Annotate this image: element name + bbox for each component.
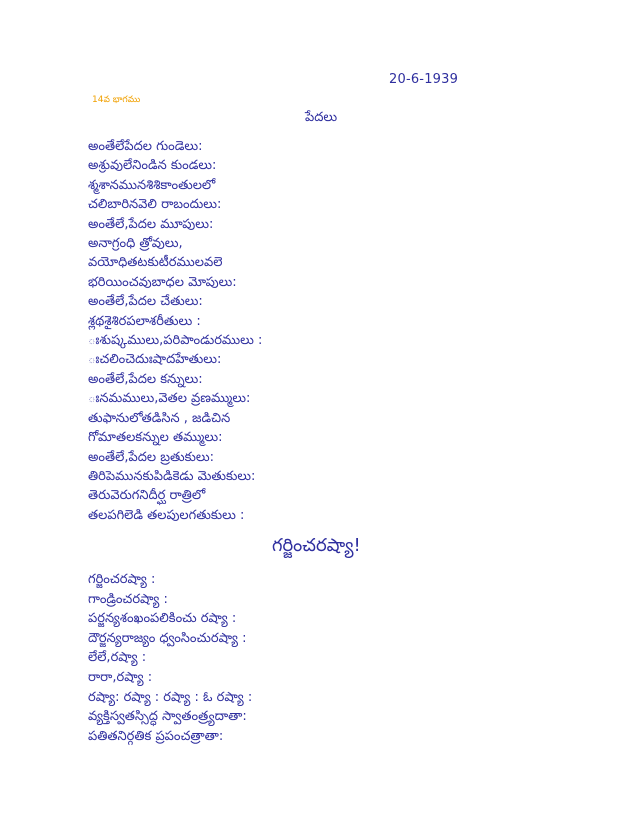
poem-line: ఃనమములు,వెతల వ్రణమ్ములు: — [88, 391, 251, 407]
poem2-line: దౌర్జన్యరాజ్యం ధ్వంసించురష్యా : — [88, 630, 247, 646]
poem-line: భరియించవుబాధల మోపులు: — [88, 274, 237, 290]
poem2-line: రారా,రష్యా : — [88, 669, 153, 685]
poem-line: అంతేలే,పేదల కన్నులు: — [88, 371, 203, 387]
poem2-lines — [88, 570, 588, 746]
poem2-line: రష్యా: రష్యా : రష్యా : ఓ రష్యా : — [88, 689, 253, 705]
poem2-line: వ్యక్తిస్వతస్సిద్ధ స్వాతంత్ర్యదాతా: — [88, 709, 247, 725]
poem-line: గోమాతలకన్నుల తమ్ములు: — [88, 430, 223, 446]
poem-line: తెరువెరుగనిదీర్ఘ రాత్రిలో — [88, 488, 206, 504]
poem2-line: లేలే,రష్యా : — [88, 650, 147, 666]
poem-line: వయోధితటకుటీరములవలె — [88, 255, 223, 271]
poem-line: శ్లథశైశిరపలాశరీతులు : — [88, 313, 201, 329]
poem-line: ఃశుష్కములు,పరిపాండురములు : — [88, 333, 263, 349]
poem-line: అంతేలే,పేదల చేతులు: — [88, 294, 203, 310]
poem-heading: గర్జించరష్యా! — [272, 535, 361, 556]
poem-line: తలపగిలెడి తలపులగతుకులు : — [88, 507, 245, 523]
poem-line: తిరిపెమునకుపిడికెడు మెతుకులు: — [88, 468, 256, 484]
poem-line: చలిబారినవెలి రాబందులు: — [88, 197, 222, 213]
poem-line: అనాగ్రంధి త్రోవులు, — [88, 236, 183, 252]
poem-title: పేదలు — [305, 110, 338, 125]
poem-line: అంతేలే,పేదల బ్రతుకులు: — [88, 449, 214, 465]
poem-line: అంతేలేపేదల గుండెలు: — [88, 139, 203, 154]
poem-line: అశ్రువులేనిండిన కుండలు: — [88, 158, 217, 174]
poem-line: తుఫానులోతడిసిన , జడిచిన — [88, 410, 231, 426]
poem2-line: గర్జించరష్యా : — [88, 572, 156, 587]
page-label: 14వ భాగము — [92, 95, 141, 105]
poem-line: శ్మశానమునశిశికాంతులలో — [88, 177, 216, 193]
poem-line: ఃచలించెదుఃషాదహేతులు: — [88, 352, 222, 368]
poem-line: అంతేలే,పేదల మూపులు: — [88, 216, 214, 232]
poem-lines — [88, 137, 588, 525]
date: 20-6-1939 — [389, 72, 459, 87]
poem2-line: గాండ్రించరష్యా : — [88, 591, 168, 607]
poem2-line: పర్జన్యశంఖంపలికించు రష్యా : — [88, 611, 237, 627]
poem2-line: పతితనిర్గతిక ప్రపంచత్రాతా: — [88, 728, 224, 744]
